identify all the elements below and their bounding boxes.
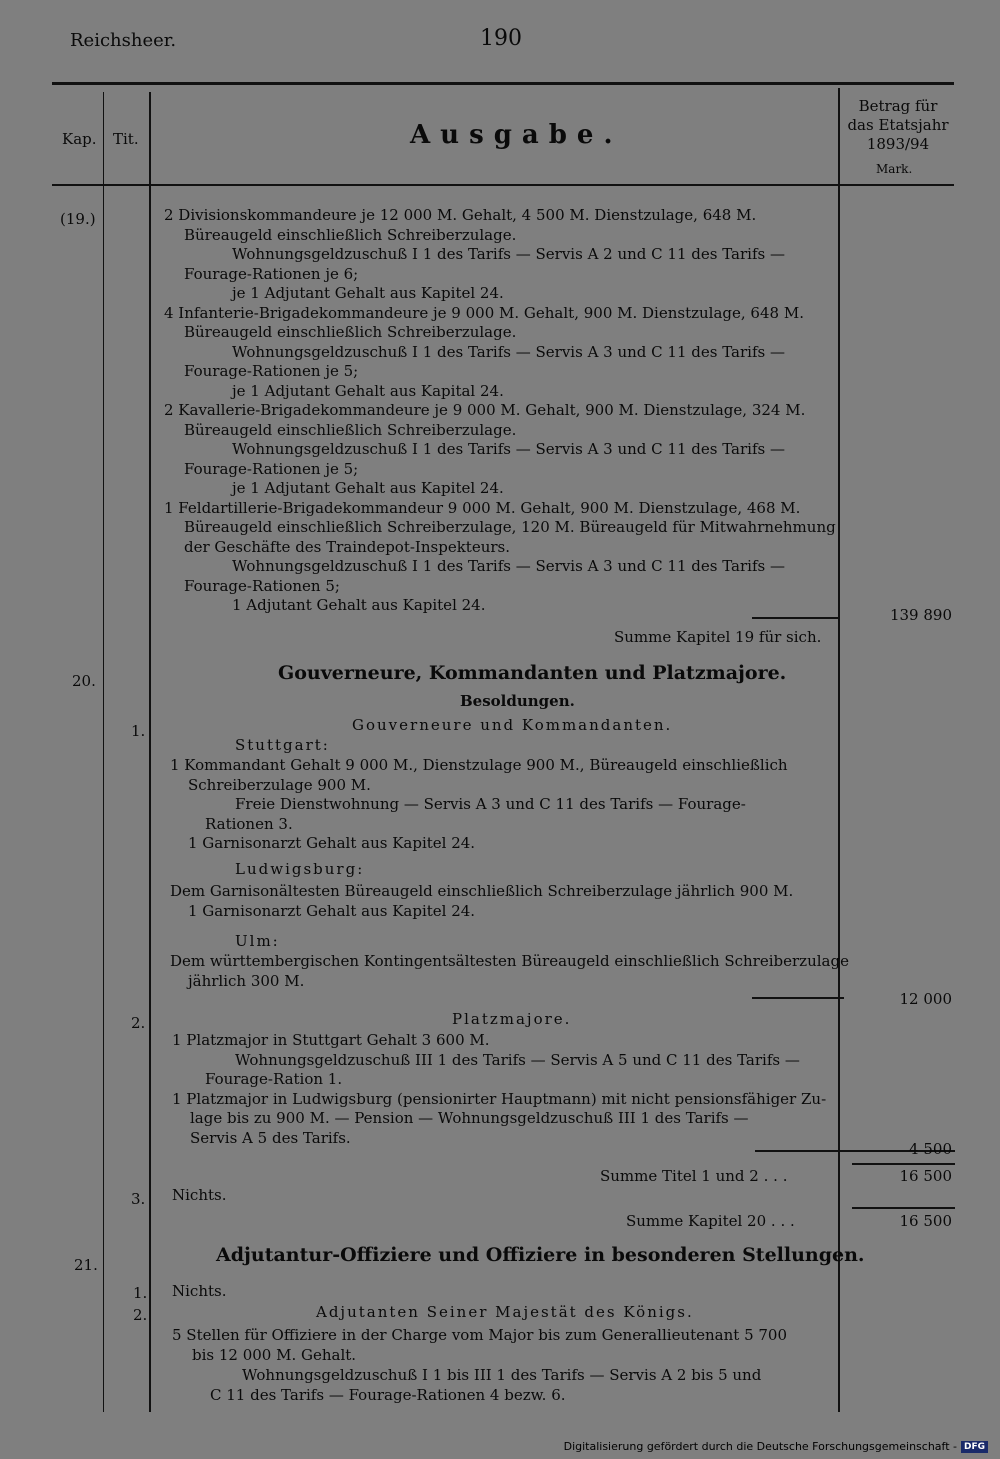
platzmajor-line: Servis A 5 des Tarifs. bbox=[190, 1128, 351, 1147]
col-divider-kap bbox=[103, 92, 104, 1412]
kap19-line: Wohnungsgeldzuschuß I 1 des Tarifs — Servis A 3 und C 11 des Tarifs — bbox=[232, 557, 785, 575]
kap19-line: 1 Feldartillerie-Brigadekommandeur 9 000 M. Gehalt, 900 M. Dienstzulage, 468 M. bbox=[164, 498, 801, 517]
platzmajor-line: Fourage-Ration 1. bbox=[205, 1070, 343, 1088]
sum-rule bbox=[752, 997, 844, 999]
tit2-amount: 4 500 bbox=[909, 1140, 952, 1158]
ludwigsburg-line: Dem Garnisonältesten Büreaugeld einschließlich Schreiberzulage jährlich 900 M. bbox=[170, 882, 794, 900]
column-header-ausgabe: Ausgabe. bbox=[410, 120, 623, 150]
summe-titel: Summe Titel 1 und 2 . . . bbox=[600, 1167, 788, 1185]
adjutant-line: bis 12 000 M. Gehalt. bbox=[192, 1346, 357, 1364]
kap19-line: Wohnungsgeldzuschuß I 1 des Tarifs — Servis A 3 und C 11 des Tarifs — bbox=[232, 440, 785, 458]
kap19-line: Büreaugeld einschließlich Schreiberzulage. bbox=[184, 225, 517, 244]
header-bottom-rule bbox=[52, 184, 954, 186]
place-label: Stuttgart: bbox=[235, 736, 330, 754]
tit-number: 1. bbox=[133, 1284, 148, 1302]
kap19-line: Wohnungsgeldzuschuß I 1 des Tarifs — Servis A 2 und C 11 des Tarifs — bbox=[232, 245, 785, 263]
betrag-line-2: das Etatsjahr bbox=[847, 116, 949, 134]
running-header: Reichsheer. bbox=[70, 30, 177, 51]
kap19-line: Fourage-Rationen je 6; bbox=[184, 264, 359, 283]
ludwigsburg-line: 1 Garnisonarzt Gehalt aus Kapitel 24. bbox=[188, 902, 476, 920]
kap19-line: 4 Infanterie-Brigadekommandeure je 9 000 M. Gehalt, 900 M. Dienstzulage, 648 M. bbox=[164, 303, 804, 322]
stuttgart-line: 1 Kommandant Gehalt 9 000 M., Dienstzulage 900 M., Büreaugeld einschließlich bbox=[170, 756, 788, 774]
kap19-summe: Summe Kapitel 19 für sich. bbox=[614, 628, 822, 646]
adjutant-line: C 11 des Tarifs — Fourage-Rationen 4 bezw. 6. bbox=[210, 1386, 566, 1404]
kap-number: 20. bbox=[72, 672, 96, 690]
platzmajor-line: 1 Platzmajor in Stuttgart Gehalt 3 600 M. bbox=[172, 1031, 490, 1049]
summe-titel-amount: 16 500 bbox=[899, 1167, 952, 1185]
platzmajor-line: 1 Platzmajor in Ludwigsburg (pensionirter Hauptmann) mit nicht pensionsfähiger Zu- bbox=[172, 1089, 827, 1108]
kap19-line: 2 Kavallerie-Brigadekommandeure je 9 000 M. Gehalt, 900 M. Dienstzulage, 324 M. bbox=[164, 401, 806, 419]
tit-number: 2. bbox=[131, 1014, 146, 1032]
place-label: Ludwigsburg: bbox=[235, 860, 365, 878]
kap21-heading: Adjutantur-Offiziere und Offiziere in besonderen Stellungen. bbox=[216, 1244, 865, 1266]
adjutant-line: Wohnungsgeldzuschuß I 1 bis III 1 des Tarifs — Servis A 2 bis 5 und bbox=[242, 1366, 762, 1384]
ulm-line: jährlich 300 M. bbox=[188, 972, 305, 990]
tit-title: Gouverneure und Kommandanten. bbox=[352, 716, 673, 734]
kap19-amount: 139 890 bbox=[889, 606, 952, 624]
tit-title: Adjutanten Seiner Majestät des Königs. bbox=[316, 1303, 694, 1321]
digitization-credit bbox=[564, 1440, 988, 1453]
kap19-line: je 1 Adjutant Gehalt aus Kapitel 24. bbox=[232, 284, 504, 302]
col-divider-betrag bbox=[838, 88, 840, 1412]
column-header-kap: Kap. bbox=[62, 130, 97, 148]
credit-text: Digitalisierung gefördert durch die Deutsche Forschungsgemeinschaft - bbox=[563, 1440, 957, 1453]
tit-number: 3. bbox=[131, 1190, 146, 1208]
kap-number: (19.) bbox=[60, 210, 96, 228]
kap19-line: Wohnungsgeldzuschuß I 1 des Tarifs — Servis A 3 und C 11 des Tarifs — bbox=[232, 342, 785, 361]
kap19-line: Büreaugeld einschließlich Schreiberzulage. bbox=[184, 323, 517, 341]
kap-number: 21. bbox=[74, 1256, 98, 1274]
summe-kapitel: Summe Kapitel 20 . . . bbox=[626, 1212, 795, 1230]
kap19-line: je 1 Adjutant Gehalt aus Kapital 24. bbox=[232, 381, 504, 400]
dfg-logo: DFG bbox=[961, 1441, 988, 1453]
betrag-line-3: 1893/94 bbox=[866, 135, 930, 153]
kap19-line: Fourage-Rationen 5; bbox=[184, 576, 340, 595]
column-header-mark: Mark. bbox=[876, 162, 913, 176]
stuttgart-line: Freie Dienstwohnung — Servis A 3 und C 11 des Tarifs — Fourage- bbox=[235, 795, 746, 813]
col-divider-tit bbox=[149, 92, 151, 1412]
tit-number: 2. bbox=[133, 1306, 148, 1324]
tit-number: 1. bbox=[131, 722, 146, 740]
sum-rule bbox=[752, 617, 838, 619]
kap20-subheading: Besoldungen. bbox=[460, 692, 575, 710]
summe-kapitel-amount: 16 500 bbox=[899, 1212, 952, 1230]
tit-title: Platzmajore. bbox=[452, 1010, 572, 1028]
kap19-line: Fourage-Rationen je 5; bbox=[184, 362, 359, 380]
kap20-heading: Gouverneure, Kommandanten und Platzmajore. bbox=[278, 662, 787, 684]
adjutant-line: 5 Stellen für Offiziere in der Charge vom Major bis zum Generallieutenant 5 700 bbox=[172, 1326, 788, 1344]
stuttgart-line: Schreiberzulage 900 M. bbox=[188, 775, 371, 794]
kap19-line: 1 Adjutant Gehalt aus Kapitel 24. bbox=[232, 596, 486, 614]
kap19-line: Büreaugeld einschließlich Schreiberzulage, 120 M. Büreaugeld für Mitwahrnehmung bbox=[184, 518, 836, 536]
stuttgart-line: 1 Garnisonarzt Gehalt aus Kapitel 24. bbox=[188, 834, 476, 852]
stuttgart-line: Rationen 3. bbox=[205, 814, 293, 833]
column-header-tit: Tit. bbox=[113, 130, 139, 148]
sum-rule bbox=[852, 1207, 955, 1209]
kap19-line: je 1 Adjutant Gehalt aus Kapitel 24. bbox=[232, 479, 504, 497]
kap19-line: Fourage-Rationen je 5; bbox=[184, 459, 359, 478]
tit1-amount: 12 000 bbox=[899, 990, 952, 1008]
ulm-line: Dem württembergischen Kontingentsältesten Büreaugeld einschließlich Schreiberzulage bbox=[170, 952, 849, 970]
sum-rule bbox=[852, 1163, 955, 1165]
tit3-text: Nichts. bbox=[172, 1186, 227, 1204]
kap19-line: Büreaugeld einschließlich Schreiberzulage. bbox=[184, 420, 517, 439]
kap19-line: 2 Divisionskommandeure je 12 000 M. Gehalt, 4 500 M. Dienstzulage, 648 M. bbox=[164, 206, 757, 224]
platzmajor-line: Wohnungsgeldzuschuß III 1 des Tarifs — Servis A 5 und C 11 des Tarifs — bbox=[235, 1050, 800, 1069]
place-label: Ulm: bbox=[235, 932, 280, 950]
kap21-tit1-text: Nichts. bbox=[172, 1282, 227, 1300]
column-header-betrag bbox=[842, 97, 954, 154]
platzmajor-line: lage bis zu 900 M. — Pension — Wohnungsgeldzuschuß III 1 des Tarifs — bbox=[190, 1109, 749, 1127]
page-number: 190 bbox=[480, 26, 522, 51]
top-rule bbox=[52, 82, 954, 85]
kap19-line: der Geschäfte des Traindepot-Inspekteurs. bbox=[184, 537, 510, 556]
betrag-line-1: Betrag für bbox=[858, 97, 938, 115]
